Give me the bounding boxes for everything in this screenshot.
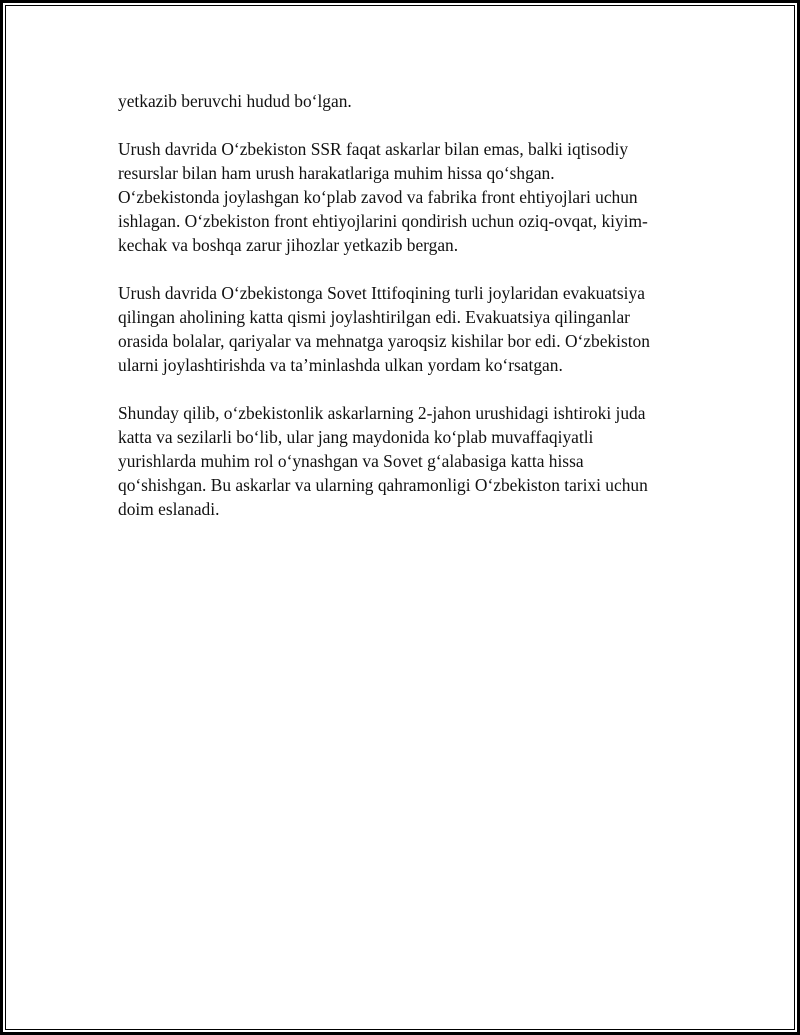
text-line: qilingan aholining katta qismi joylashtirilgan edi. Evakuatsiya qilinganlar [118,307,630,327]
document-text [118,89,693,545]
text-line: doim eslanadi. [118,499,220,519]
text-line: qo‘shishgan. Bu askarlar va ularning qahramonligi O‘zbekiston tarixi uchun [118,475,648,495]
text-line: Shunday qilib, o‘zbekistonlik askarlarning 2-jahon urushidagi ishtiroki juda [118,403,646,423]
text-line: Urush davrida O‘zbekiston SSR faqat askarlar bilan emas, balki iqtisodiy [118,139,629,159]
paragraph-3 [118,281,693,377]
text-line: katta va sezilarli bo‘lib, ular jang maydonida ko‘plab muvaffaqiyatli [118,427,594,447]
text-line: kechak va boshqa zarur jihozlar yetkazib bergan. [118,235,459,255]
paragraph-1 [118,89,693,113]
text-line: resurslar bilan ham urush harakatlariga muhim hissa qo‘shgan. [118,163,555,183]
text-line: Urush davrida O‘zbekistonga Sovet Ittifoqining turli joylaridan evakuatsiya [118,283,645,303]
text-line: yetkazib beruvchi hudud bo‘lgan. [118,91,352,111]
text-line: yurishlarda muhim rol o‘ynashgan va Sovet g‘alabasiga katta hissa [118,451,584,471]
text-line: ularni joylashtirishda va ta’minlashda ulkan yordam ko‘rsatgan. [118,355,563,375]
text-line: ishlagan. O‘zbekiston front ehtiyojlarini qondirish uchun oziq-ovqat, kiyim- [118,211,648,231]
text-line: orasida bolalar, qariyalar va mehnatga yaroqsiz kishilar bor edi. O‘zbekiston [118,331,650,351]
paragraph-2 [118,137,693,257]
text-line: O‘zbekistonda joylashgan ko‘plab zavod va fabrika front ehtiyojlari uchun [118,187,638,207]
paragraph-4 [118,401,693,521]
